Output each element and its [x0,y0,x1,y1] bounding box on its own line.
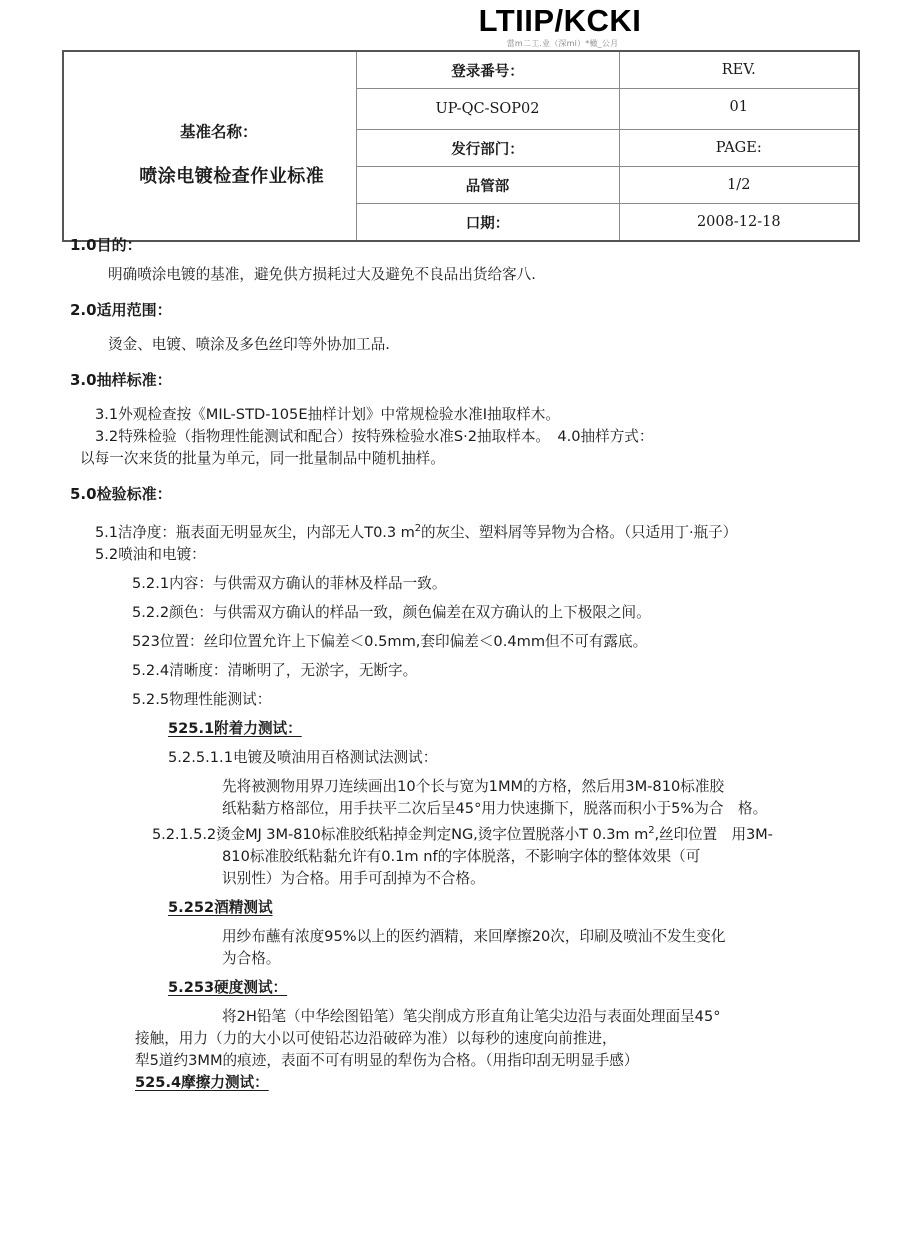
spacer [0,740,920,747]
section-heading-1-purpose: 1.0目的： [70,236,142,254]
spacer [0,322,920,334]
document-title-cell [63,51,356,241]
field-label-issuing-department: 发行部门： [356,130,619,167]
spacer [0,711,920,718]
clause-5-2-1: 5.2.1内容：与供需双方确认的菲林及样品一致。 [132,574,447,592]
clause-5-2: 5.2喷油和电镀： [95,545,206,563]
spacer [0,682,920,689]
clause-5-1 [95,518,920,544]
clause-5-1-pre: 5.1洁净度：瓶表面无明显灰尘，内部无人T0.3 m [95,523,415,541]
spacer [0,999,920,1006]
field-value-issuing-department: 品管部 [356,167,619,204]
spacer [0,595,920,602]
section-heading-3-sampling-standard: 3.0抽样标准： [70,371,172,389]
spacer [0,566,920,573]
spacer [0,257,920,264]
subheading-5254-friction-test: 525.4摩擦力测试： [135,1073,269,1091]
clause-5-2-5: 5.2.5物理性能测试： [132,690,272,708]
section-heading-2-scope: 2.0适用范围： [70,301,172,319]
company-subtitle: 當m二工.业（深mi）*橄_公月 [506,39,619,48]
clause-5-2-1-5-2 [152,820,920,846]
clause-5-2-4: 5.2.4清晰度：清晰明了，无淤字，无断字。 [132,661,418,679]
field-label-date: 口期： [356,204,619,242]
clause-5-2-1-5-2-superscript: 2 [648,824,655,836]
field-value-date: 2008-12-18 [619,204,859,242]
subheading-5253-hardness-test: 5.253硬度测试： [168,978,288,996]
subheading-5252-alcohol-test: 5.252酒精测试 [168,898,273,916]
clause-5-2-3: 523位置：丝印位置允许上下偏差＜0.5mm,套印偏差＜0.4mm但不可有露底。 [132,632,648,650]
company-logo-text: LTIIP/KCKI [478,3,642,38]
title-label: 基准名称： [179,123,258,141]
paragraph-hardness-line-3: 犁5道约3MM的痕迹，表面不可有明显的犁伤为合格。（用指印刮无明显手感） [135,1051,639,1069]
spacer [0,286,920,298]
section-heading-5-inspection-standard: 5.0检验标准： [70,485,172,503]
clause-3-2: 3.2特殊检验（指物理性能测试和配合）按特殊检验水准S·2抽取样本。 4.0抽样方式： [95,428,654,445]
clause-5-1-post: 的灰尘、塑料屑等异物为合格。（只适用丁·瓶子） [420,523,738,541]
clause-3-1: 3.1外观检查按《MIL-STD-105E抽样计划》中常规检验水准I抽取样木。 [95,406,560,423]
section-1-text: 明确喷涂电镀的基准，避免供方损耗过大及避免不良品出货给客八. [108,266,536,283]
spacer [0,624,920,631]
section-2-text: 烫金、电镀、喷涂及多色丝印等外协加工品. [108,336,390,353]
spacer [0,890,920,897]
subheading-525-1-adhesion-test: 525.1附着力测试： [168,719,302,737]
clause-5-2-1-5-2-pre: 5.2.1.5.2烫金MJ 3M-810标准胶纸粘掉金判定NG,烫字位置脱落小T 0.3m m [152,825,649,843]
field-value-rev: 01 [619,89,859,130]
clause-5-2-2: 5.2.2颜色：与供需双方确认的样品一致，颜色偏差在双方确认的上下极限之间。 [132,603,651,621]
field-label-page: PAGE: [619,130,859,167]
table-row [63,51,859,89]
document-header-table [62,50,860,242]
paragraph-hotstamp-line-3: 识别性）为合格。用手可刮掉为不合格。 [222,869,485,887]
spacer [0,506,920,518]
spacer [0,919,920,926]
spacer [0,470,920,482]
clause-5-1-superscript: 2 [414,523,421,534]
paragraph-hardness-line-1: 将2H铅笔（中华绘图铅笔）笔尖削成方形直角让笔尖边沿与表面处理面呈45° [222,1007,721,1025]
field-label-rev: REV. [619,51,859,89]
spacer [0,392,920,404]
field-label-registration-number: 登录番号： [356,51,619,89]
clause-5-2-5-1-1: 5.2.5.1.1电镀及喷油用百格测试法测试： [168,748,438,766]
letterhead [0,4,920,49]
section-4-text: 以每一次来货的批量为单元，同一批量制品中随机抽样。 [80,450,445,467]
field-value-document-id: UP-QC-SOP02 [356,89,619,130]
document-body [0,233,920,1094]
paragraph-hotstamp-line-2: 810标准胶纸粘黏允许有0.1m nf的字体脱落，不影响字体的整体效果（可 [222,847,701,865]
spacer [0,653,920,660]
clause-5-2-1-5-2-post: ,丝印位置 用3M- [654,825,773,843]
paragraph-alcohol-line-2: 为合格。 [222,949,281,967]
spacer [0,356,920,368]
spacer [0,769,920,776]
paragraph-hardness-line-2: 接触，用力（力的大小以可使铅芯边沿破碎为准）以每秒的速度向前推进， [135,1029,617,1047]
page-title: 喷涂电镀检查作业标准 [139,166,325,187]
paragraph-adhesion-line-1: 先将被测物用界刀连续画出10个长与宽为1MM的方格，然后用3M-810标准胶 [222,777,725,795]
spacer [0,970,920,977]
paragraph-alcohol-line-1: 用纱布蘸有浓度95%以上的医约酒精，来回摩擦20次，印刷及喷汕不发生变化 [222,927,726,945]
paragraph-adhesion-line-2: 纸粘黏方格部位，用手扶平二次后呈45°用力快速撕下，脱落而积小于5%为合 格。 [222,799,768,817]
field-value-page: 1/2 [619,167,859,204]
